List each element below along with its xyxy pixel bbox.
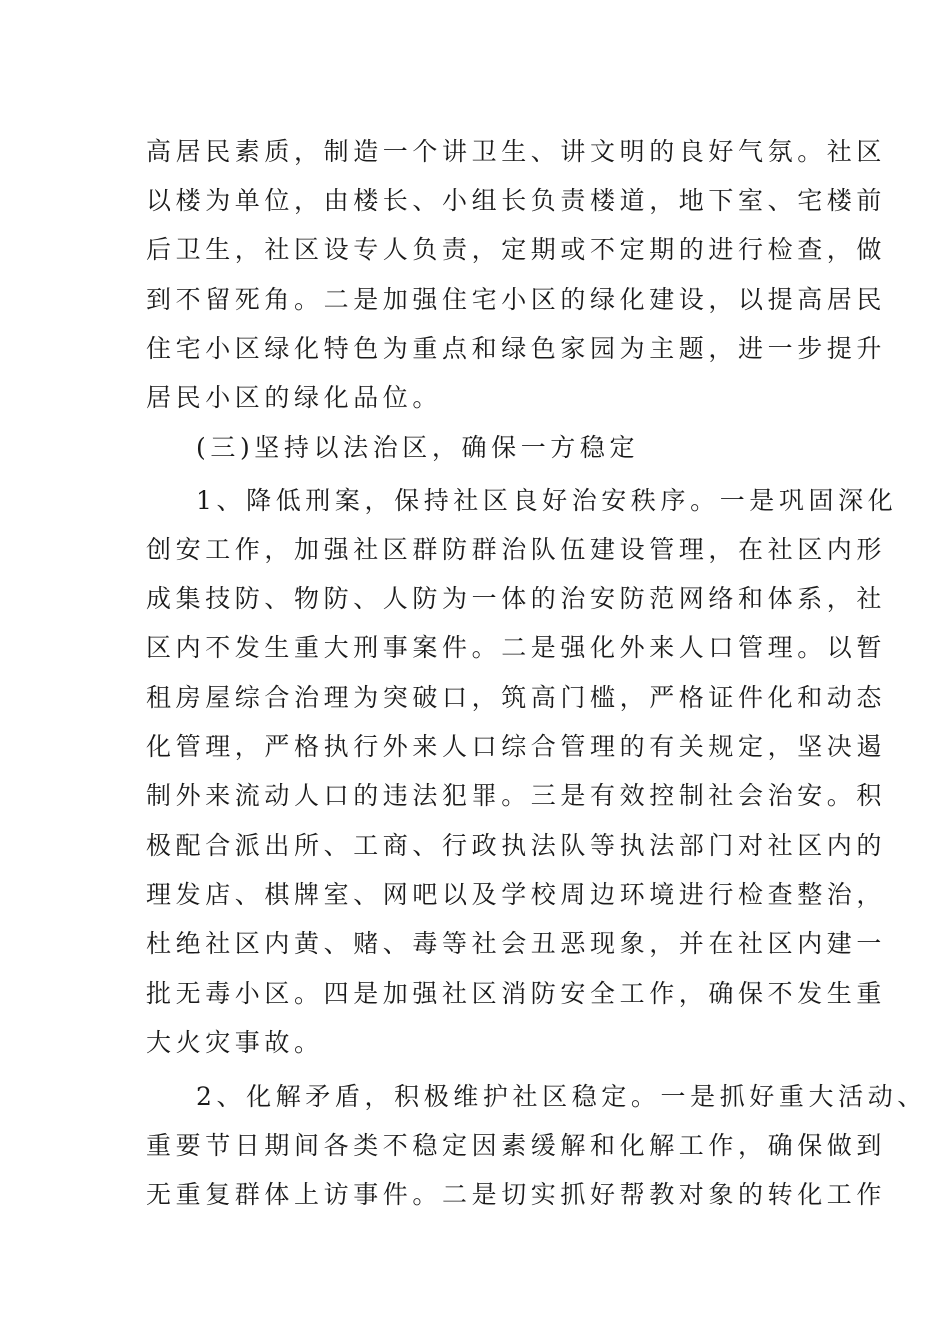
text-line: 化管理，严格执行外来人口综合管理的有关规定，坚决遏 — [146, 732, 887, 761]
text-line: 住宅小区绿化特色为重点和绿色家园为主题，进一步提升 — [146, 334, 887, 363]
text-line: 高居民素质，制造一个讲卫生、讲文明的良好气氛。社区 — [146, 137, 887, 166]
text-line: 区内不发生重大刑事案件。二是强化外来人口管理。以暂 — [146, 633, 887, 662]
text-line: 重要节日期间各类不稳定因素缓解和化解工作，确保做到 — [146, 1131, 887, 1160]
text-line: 居民小区的绿化品位。 — [146, 383, 443, 412]
text-line: 后卫生，社区设专人负责，定期或不定期的进行检查，做 — [146, 235, 887, 264]
text-line: 创安工作，加强社区群防群治队伍建设管理，在社区内形 — [146, 535, 887, 564]
section-heading: (三)坚持以法治区，确保一方稳定 — [196, 433, 640, 462]
text-line: 批无毒小区。四是加强社区消防安全工作，确保不发生重 — [146, 979, 887, 1008]
paragraph-start: 2、化解矛盾，积极维护社区稳定。一是抓好重大活动、 — [196, 1082, 927, 1111]
paragraph-start: 1、降低刑案，保持社区良好治安秩序。一是巩固深化 — [196, 486, 898, 515]
text-line: 无重复群体上访事件。二是切实抓好帮教对象的转化工作 — [146, 1180, 887, 1209]
text-line: 理发店、棋牌室、网吧以及学校周边环境进行检查整治， — [146, 880, 887, 909]
text-line: 大火灾事故。 — [146, 1028, 324, 1057]
text-line: 租房屋综合治理为突破口，筑高门槛，严格证件化和动态 — [146, 683, 887, 712]
text-line: 到不留死角。二是加强住宅小区的绿化建设，以提高居民 — [146, 285, 887, 314]
text-line: 成集技防、物防、人防为一体的治安防范网络和体系，社 — [146, 584, 887, 613]
text-line: 极配合派出所、工商、行政执法队等执法部门对社区内的 — [146, 831, 887, 860]
text-line: 杜绝社区内黄、赌、毒等社会丑恶现象，并在社区内建一 — [146, 929, 887, 958]
text-line: 以楼为单位，由楼长、小组长负责楼道，地下室、宅楼前 — [146, 186, 887, 215]
text-line: 制外来流动人口的违法犯罪。三是有效控制社会治安。积 — [146, 781, 887, 810]
